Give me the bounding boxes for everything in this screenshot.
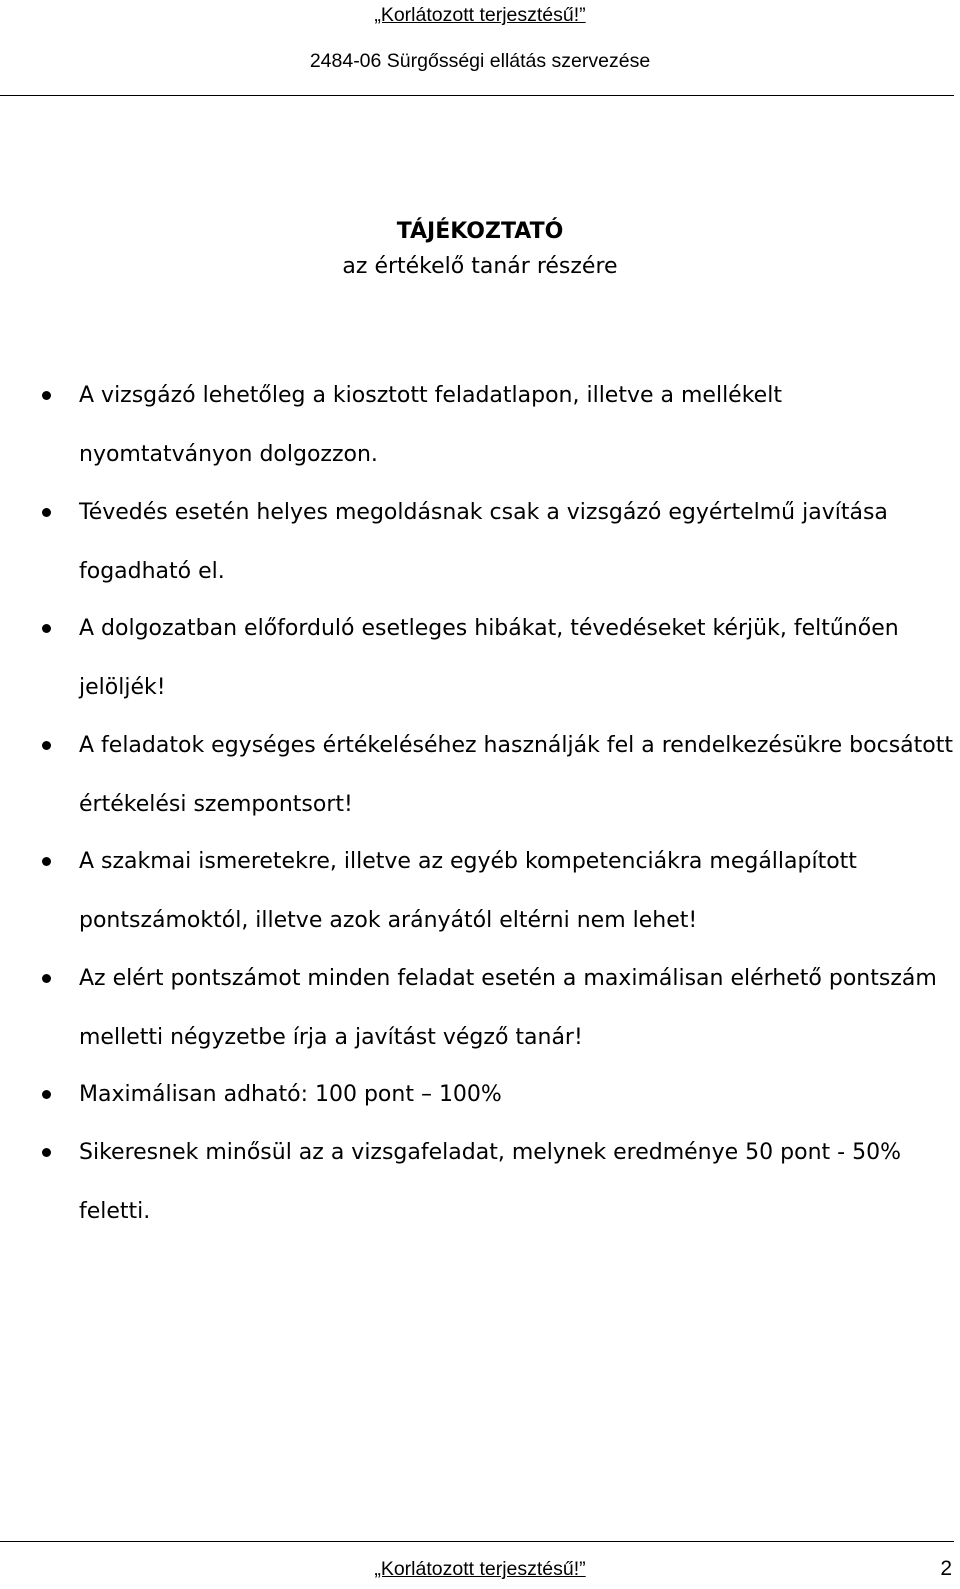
bullet-icon	[42, 624, 51, 633]
page-header	[0, 0, 960, 97]
page-number: 2	[940, 1557, 952, 1580]
instruction-list	[0, 366, 960, 1239]
header-distribution-notice: „Korlátozott terjesztésű!”	[374, 4, 586, 26]
bullet-icon	[42, 857, 51, 866]
list-item	[0, 483, 960, 601]
list-item-line: Maximálisan adható: 100 pont – 100%	[79, 1082, 502, 1107]
list-item-line: melletti négyzetbe írja a javítást végző tanár!	[79, 1024, 583, 1050]
footer-distribution-notice: „Korlátozott terjesztésű!”	[374, 1558, 586, 1580]
list-item-line: Tévedés esetén helyes megoldásnak csak a vizsgázó egyértelmű javítása	[79, 499, 888, 525]
list-item	[0, 599, 960, 717]
list-item-line: pontszámoktól, illetve azok arányától eltérni nem lehet!	[79, 908, 698, 933]
list-item-line: nyomtatványon dolgozzon.	[79, 442, 378, 467]
list-item-line: fogadható el.	[79, 558, 225, 584]
list-item	[0, 832, 960, 950]
footer-divider	[0, 1541, 954, 1542]
list-item	[0, 1123, 960, 1241]
list-item-line: A dolgozatban előforduló esetleges hibákat, tévedéseket kérjük, feltűnően	[79, 616, 899, 641]
bullet-icon	[42, 1090, 51, 1099]
list-item	[0, 366, 960, 484]
list-item	[0, 716, 960, 834]
bullet-icon	[42, 391, 51, 400]
bullet-icon	[42, 741, 51, 750]
bullet-icon	[42, 1148, 51, 1157]
bullet-icon	[42, 974, 51, 983]
document-subtitle: az értékelő tanár részére	[342, 254, 618, 279]
list-item	[0, 1065, 960, 1124]
list-item-line: Az elért pontszámot minden feladat esetén a maximálisan elérhető pontszám	[79, 965, 937, 991]
list-item-line: A feladatok egységes értékeléséhez használják fel a rendelkezésükre bocsátott	[79, 732, 953, 758]
document-title: TÁJÉKOZTATÓ	[396, 219, 564, 244]
header-exam-title: 2484-06 Sürgősségi ellátás szervezése	[309, 50, 651, 72]
header-divider	[0, 95, 954, 96]
list-item-line: A vizsgázó lehetőleg a kiosztott feladatlapon, illetve a mellékelt	[79, 383, 782, 408]
list-item-line: A szakmai ismeretekre, illetve az egyéb kompetenciákra megállapított	[79, 849, 857, 874]
list-item	[0, 949, 960, 1067]
list-item-line: értékelési szempontsort!	[79, 791, 353, 817]
list-item-line: feletti.	[79, 1198, 151, 1224]
bullet-icon	[42, 508, 51, 517]
list-item-line: Sikeresnek minősül az a vizsgafeladat, melynek eredménye 50 pont - 50%	[79, 1139, 901, 1165]
list-item-line: jelöljék!	[79, 675, 166, 700]
page-footer	[0, 1541, 960, 1589]
